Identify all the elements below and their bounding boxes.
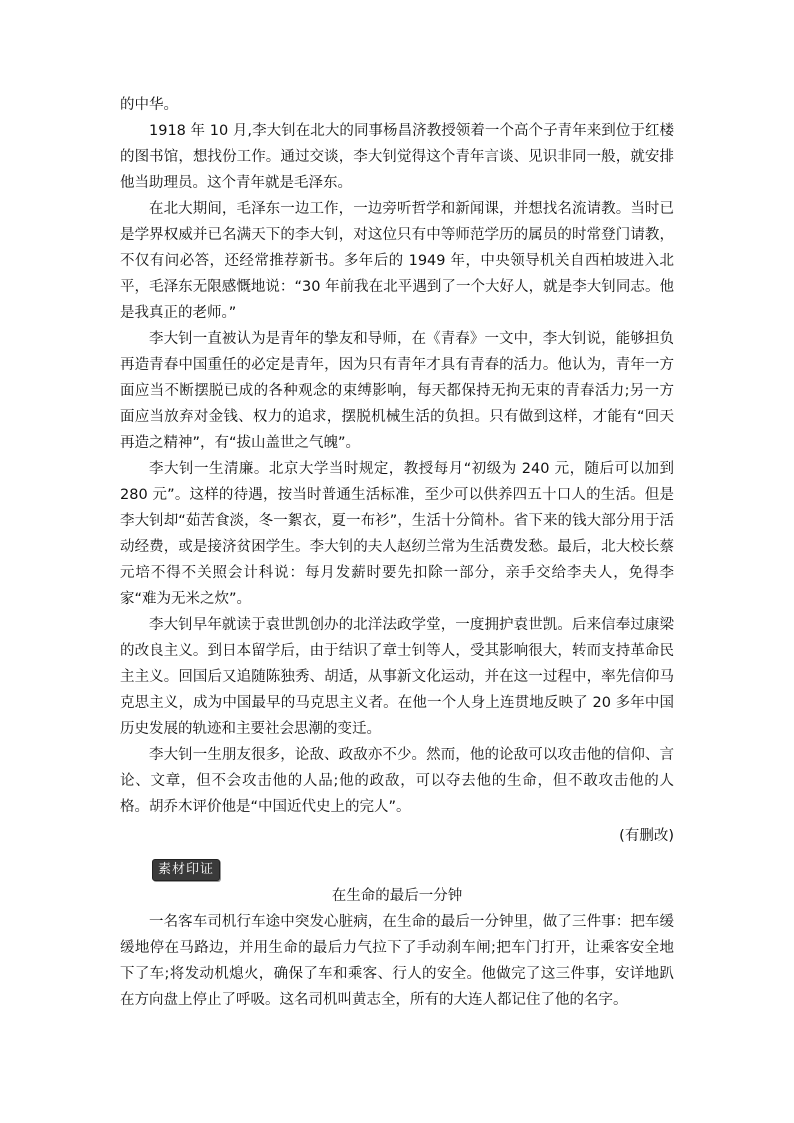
section-badge: 素材印证 [152, 859, 220, 881]
paragraph-early-years: 李大钊早年就读于袁世凯创办的北洋法政学堂，一度拥护袁世凯。后来信奉过康梁的改良主义。到日本留学后，由于结识了章士钊等人，受其影响很大，转而支持革命民主主义。回国后又追随陈独秀、胡适，从事新文化运动，并在这一过程中，率先信仰马克思主义，成为中国最早的马克思主义者。在他一个人身上连贯地反映了 20 多年中国历史发展的轨迹和主要社会思潮的变迁。 [120, 617, 674, 737]
editing-note: (有删改) [619, 828, 674, 844]
paragraph-continuation: 的中华。 [120, 97, 178, 113]
paragraph-integrity: 李大钊一生清廉。北京大学当时规定，教授每月“初级为 240 元，随后可以加到 280 元”。这样的待遇，按当时普通生活标准，至少可以供养四五十口人的生活。但是李大钊却“茹苦食淡，冬一絮衣，夏一布衫”，生活十分简朴。省下来的钱大部分用于活动经费，或是接济贫困学生。李大钊的夫人赵纫兰常为生活费发愁。最后，北大校长蔡元培不得不关照会计科说：每月发薪时要先扣除一部分，亲手交给李夫人，免得李家“难为无米之炊”。 [120, 461, 674, 607]
story-title: 在生命的最后一分钟 [331, 888, 463, 904]
section-badge-row [120, 857, 674, 881]
paragraph-youth: 李大钊一直被认为是青年的挚友和导师，在《青春》一文中，李大钊说，能够担负再造青春中国重任的必定是青年，因为只有青年才具有青春的活力。他认为，青年一方面应当不断摆脱已成的各种观念的束缚影响，每天都保持无拘无束的青春活力;另一方面应当放弃对金钱、权力的追求，摆脱机械生活的负担。只有做到这样，才能有“回天再造之精神”，有“拔山盖世之气魄”。 [120, 331, 674, 451]
paragraph-friends: 李大钊一生朋友很多，论敌、政敌亦不少。然而，他的论敌可以攻击他的信仰、言论、文章，但不会攻击他的人品;他的政敌，可以夺去他的生命，但不敢攻击他的人格。胡乔木评价他是“中国近代史上的完人”。 [120, 747, 674, 815]
paragraph-peking-university: 在北大期间，毛泽东一边工作，一边旁听哲学和新闻课，并想找名流请教。当时已是学界权威并已名满天下的李大钊，对这位只有中等师范学历的属员的时常登门请教，不仅有问必答，还经常推荐新书。多年后的 1949 年，中央领导机关自西柏坡进入北平，毛泽东无限感慨地说：“30 年前我在北平遇到了一个大好人，就是李大钊同志。他是我真正的老师。” [120, 201, 674, 321]
paragraph-1918: 1918 年 10 月,李大钊在北大的同事杨昌济教授领着一个高个子青年来到位于红楼的图书馆，想找份工作。通过交谈，李大钊觉得这个青年言谈、见识非同一般，就安排他当助理员。这个青年就是毛泽东。 [120, 123, 674, 191]
story-paragraph: 一名客车司机行车途中突发心脏病，在生命的最后一分钟里，做了三件事：把车缓缓地停在马路边，并用生命的最后力气拉下了手动刹车闸;把车门打开，让乘客安全地下了车;将发动机熄火，确保了车和乘客、行人的安全。他做完了这三件事，安详地趴在方向盘上停止了呼吸。这名司机叫黄志全，所有的大连人都记住了他的名字。 [120, 914, 674, 1008]
document-page [120, 92, 674, 1013]
